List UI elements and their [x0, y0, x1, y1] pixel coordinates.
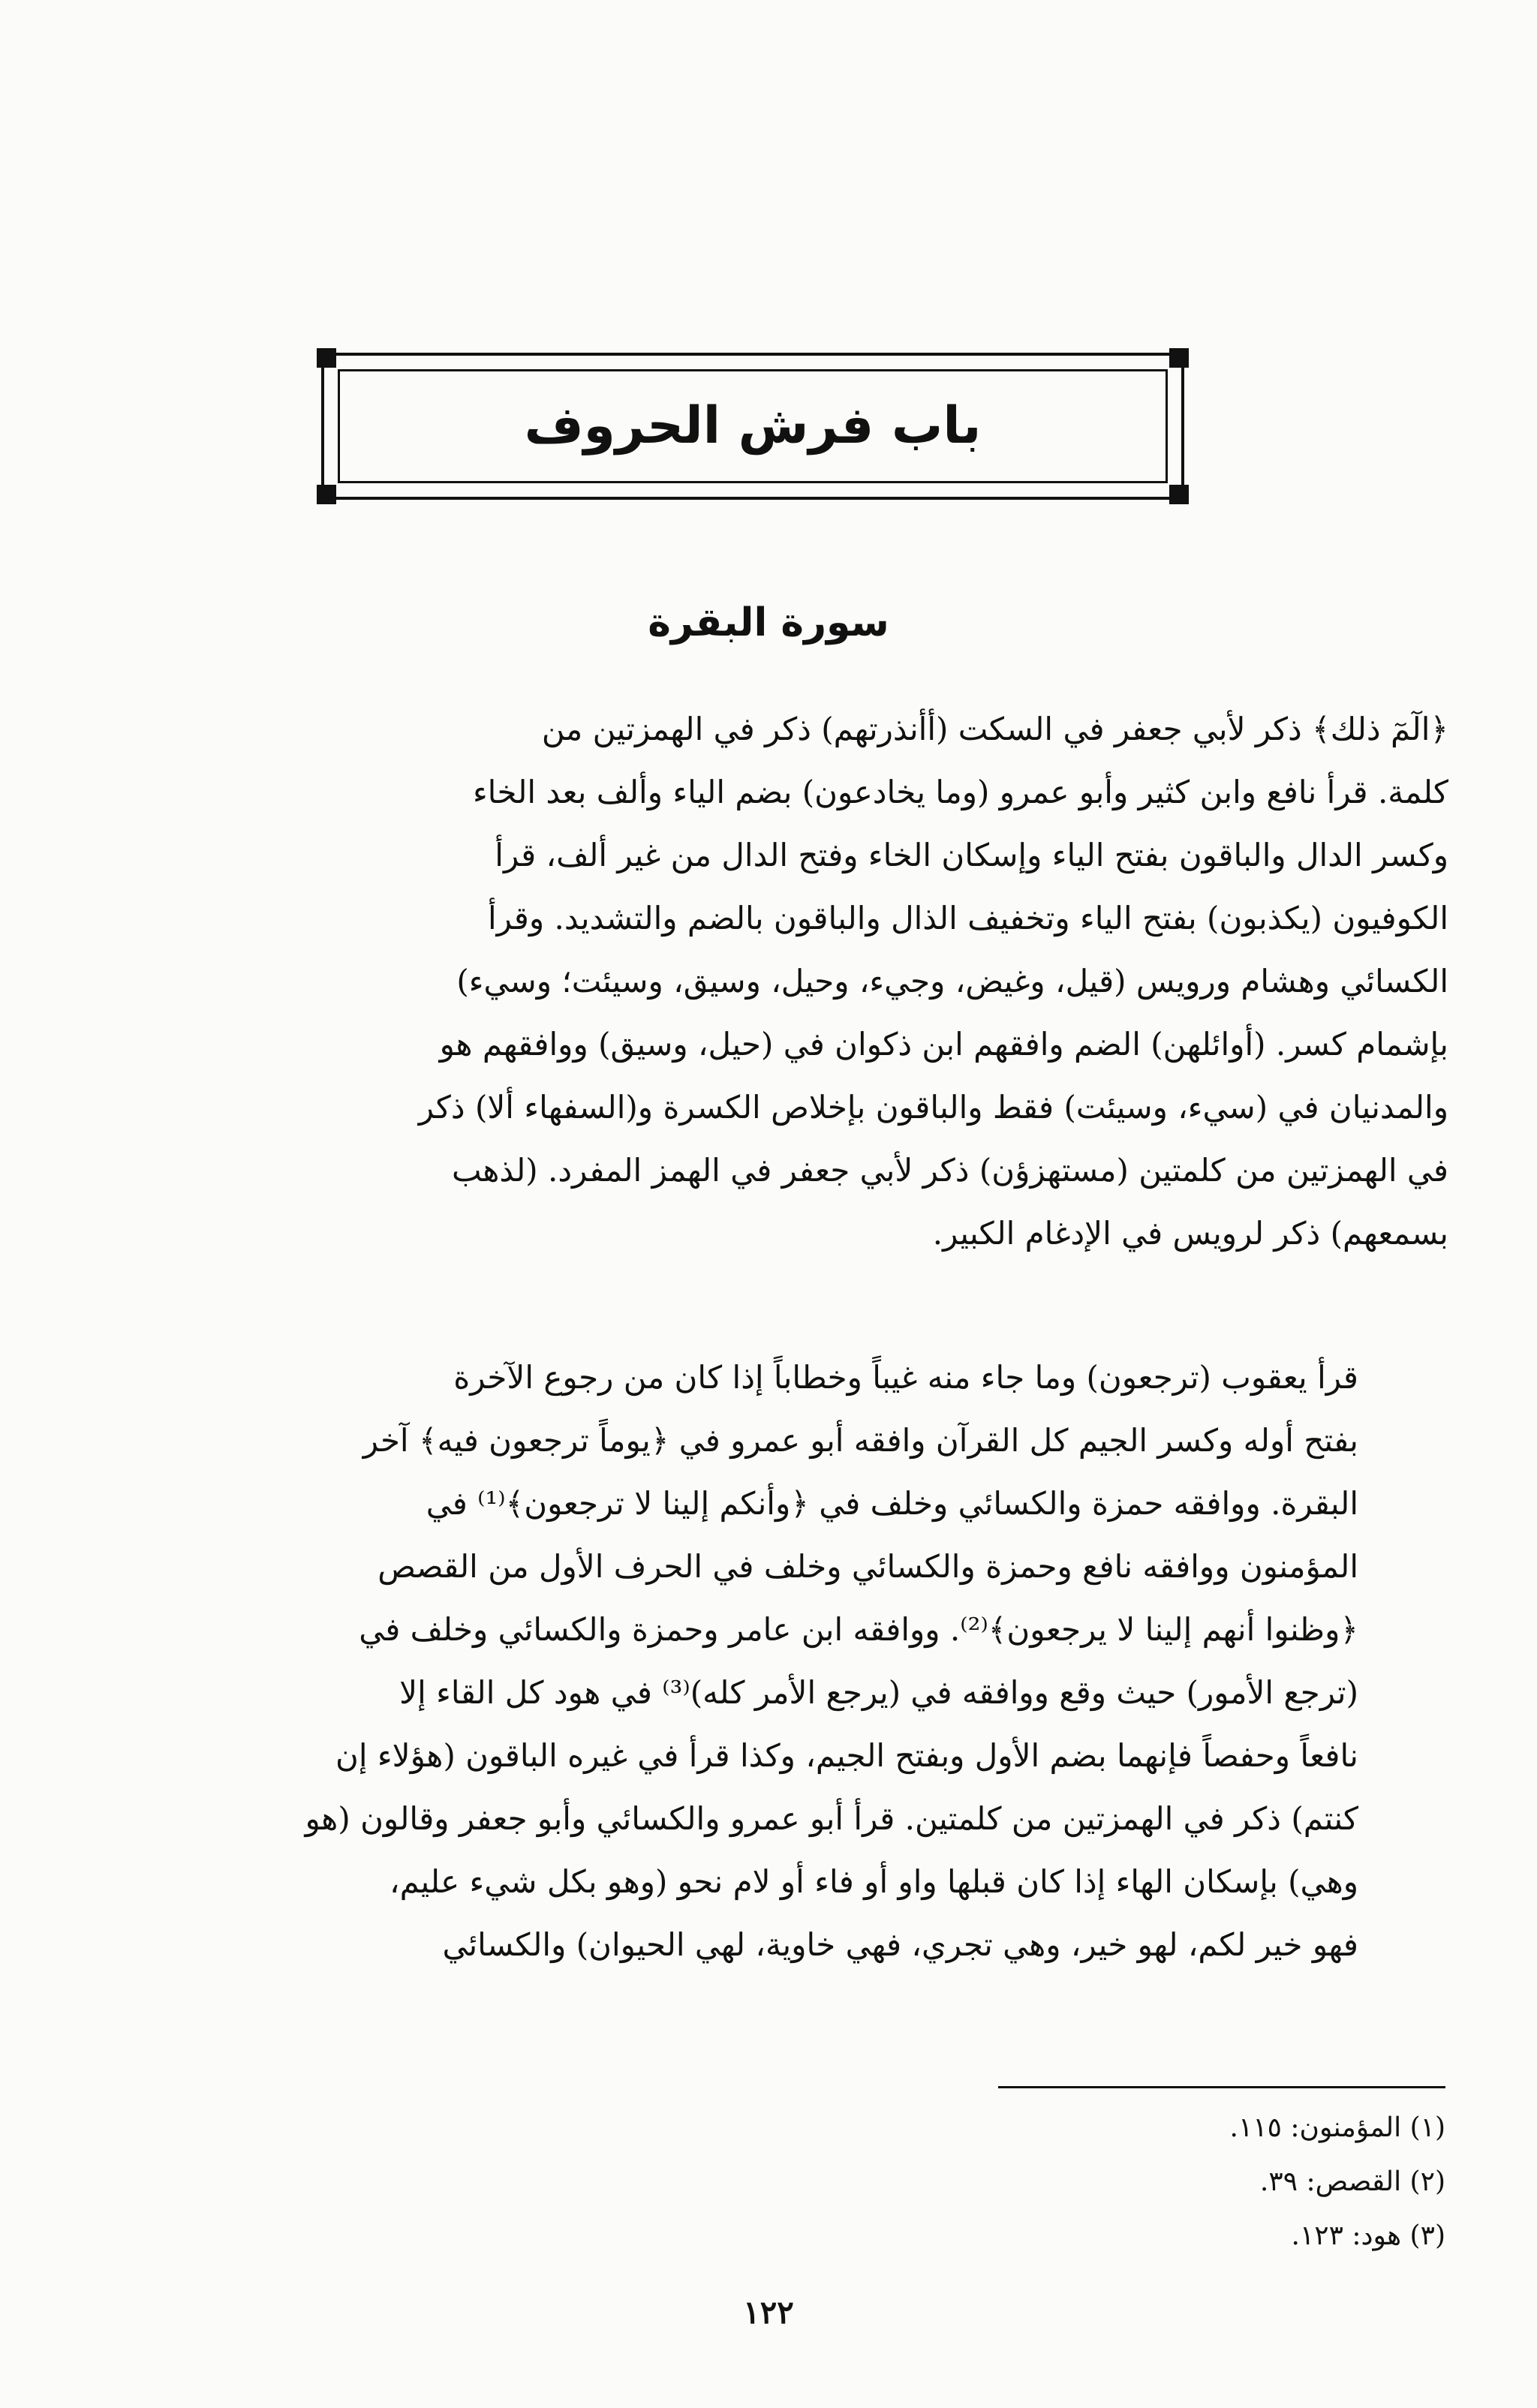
text-line: قرأ يعقوب (ترجعون) وما جاء منه غيباً وخطاباً إذا كان من رجوع الآخرة	[453, 1359, 1358, 1396]
footnote-item: (١) المؤمنون: ١١٥.	[1229, 2112, 1445, 2143]
text-line: كلمة. قرأ نافع وابن كثير وأبو عمرو (وما يخادعون) بضم الياء وألف بعد الخاء	[472, 774, 1448, 810]
text-line: البقرة. ووافقه حمزة والكسائي وخلف في ﴿وأنكم إلينا لا ترجعون﴾⁽¹⁾ في	[426, 1485, 1358, 1522]
text-line: ﴿وظنوا أنهم إلينا لا يرجعون﴾⁽²⁾. ووافقه ابن عامر وحمزة والكسائي وخلف في	[359, 1611, 1358, 1648]
text-line: بفتح أوله وكسر الجيم كل القرآن وافقه أبو عمرو في ﴿يوماً ترجعون فيه﴾ آخر	[362, 1422, 1358, 1459]
text-line: ﴿الٓمٓ ذلك﴾ ذكر لأبي جعفر في السكت (أأنذرتهم) ذكر في الهمزتين من	[541, 711, 1448, 747]
page-number: ١٢٢	[743, 2294, 794, 2331]
frame-corner-ornament	[317, 348, 336, 368]
text-line: المؤمنون ووافقه نافع وحمزة والكسائي وخلف في الحرف الأول من القصص	[377, 1548, 1358, 1585]
frame-corner-ornament	[1169, 485, 1189, 504]
frame-corner-ornament	[1169, 348, 1189, 368]
text-line: والمدنيان في (سيء، وسيئت) فقط والباقون بإخلاص الكسرة و(السفهاء ألا) ذكر	[418, 1089, 1448, 1126]
text-line: بسمعهم) ذكر لرويس في الإدغام الكبير.	[932, 1215, 1448, 1252]
text-line: كنتم) ذكر في الهمزتين من كلمتين. قرأ أبو عمرو والكسائي وأبو جعفر وقالون (هو	[305, 1800, 1358, 1837]
frame-corner-ornament	[317, 485, 336, 504]
footnote-divider	[998, 2086, 1445, 2088]
footnote-item: (٢) القصص: ٣٩.	[1259, 2166, 1445, 2197]
text-line: نافعاً وحفصاً فإنهما بضم الأول وبفتح الجيم، وكذا قرأ في غيره الباقون (هؤلاء إن	[335, 1737, 1358, 1774]
paragraph-1	[78, 698, 1448, 1265]
text-line: الكسائي وهشام ورويس (قيل، وغيض، وجيء، وحيل، وسيق، وسيئت؛ وسيء)	[456, 963, 1448, 1000]
text-line: (ترجع الأمور) حيث وقع ووافقه في (يرجع الأمر كله)⁽³⁾ في هود كل القاء إلا	[399, 1674, 1358, 1711]
text-line: فهو خير لكم، لهو خير، وهي تجري، فهي خاوية، لهي الحيوان) والكسائي	[442, 1926, 1358, 1963]
chapter-title: باب فرش الحروف	[524, 396, 982, 455]
text-line: وهي) بإسكان الهاء إذا كان قبلها واو أو فاء أو لام نحو (وهو بكل شيء عليم،	[390, 1863, 1358, 1900]
text-line: في الهمزتين من كلمتين (مستهزؤن) ذكر لأبي جعفر في الهمز المفرد. (لذهب	[452, 1152, 1448, 1189]
chapter-title-frame	[321, 353, 1184, 500]
footnotes	[826, 2101, 1445, 2263]
footnote-item: (٣) هود: ١٢٣.	[1291, 2220, 1445, 2251]
surah-title: سورة البقرة	[648, 600, 889, 645]
paragraph-2	[78, 1346, 1448, 1977]
text-line: وكسر الدال والباقون بفتح الياء وإسكان الخاء وفتح الدال من غير ألف، قرأ	[495, 837, 1448, 873]
text-line: الكوفيون (يكذبون) بفتح الياء وتخفيف الذال والباقون بالضم والتشديد. وقرأ	[487, 900, 1448, 936]
text-line: بإشمام كسر. (أوائلهن) الضم وافقهم ابن ذكوان في (حيل، وسيق) ووافقهم هو	[439, 1026, 1448, 1063]
